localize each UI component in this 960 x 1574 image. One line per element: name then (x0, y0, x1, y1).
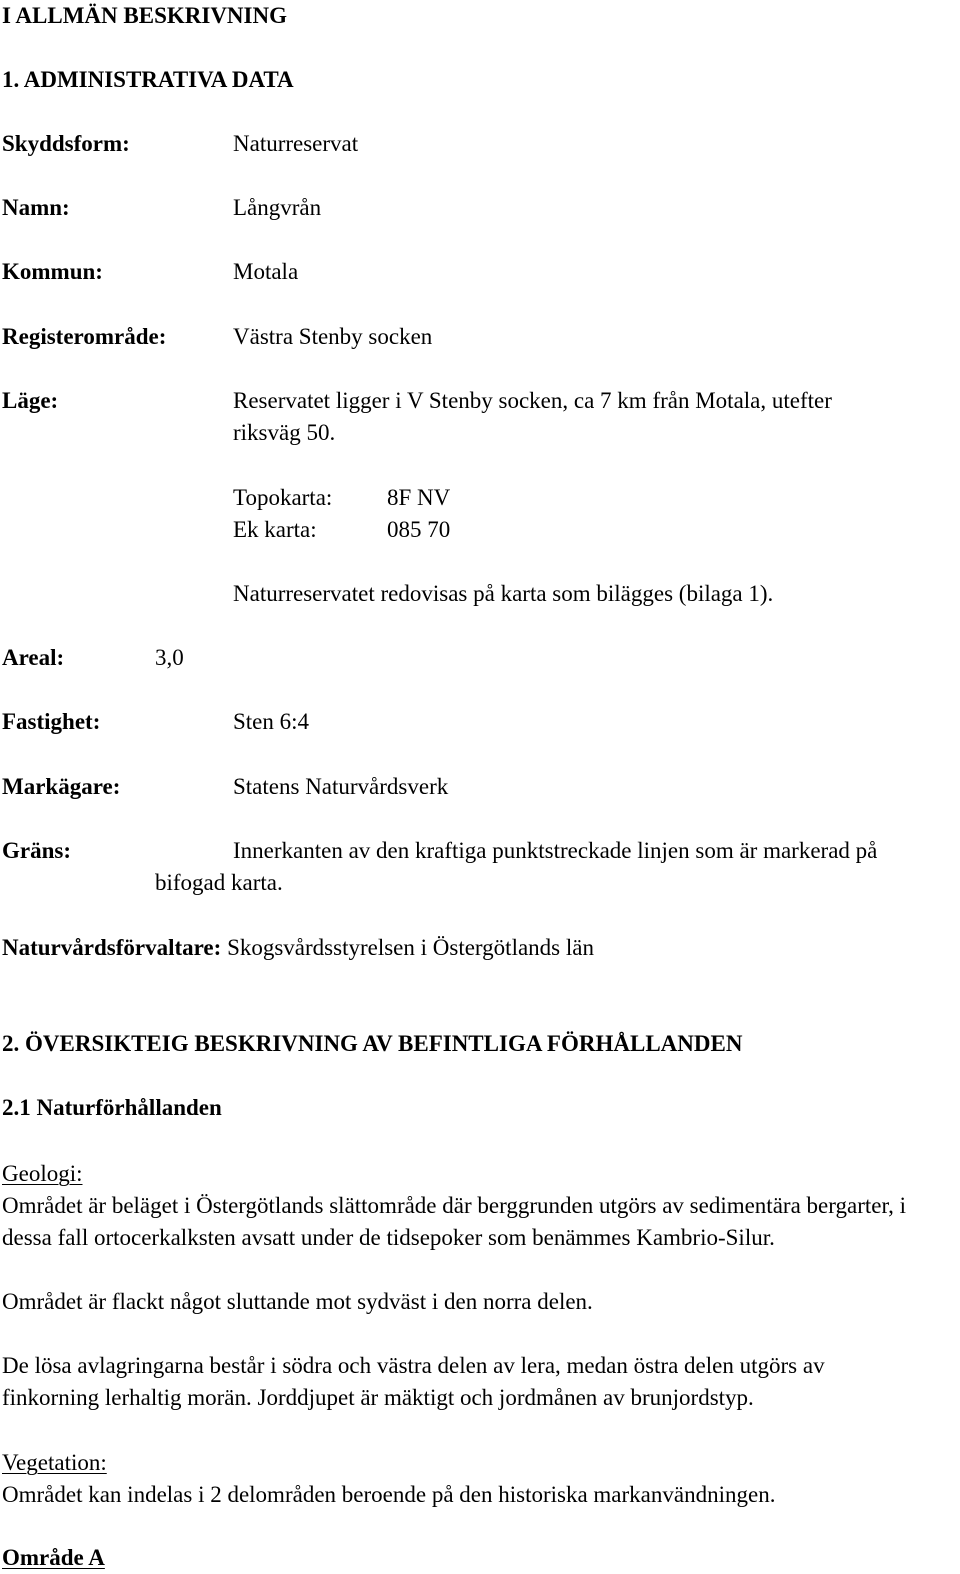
markagare-value: Statens Naturvårdsverk (233, 774, 449, 799)
areal-value: 3,0 (155, 645, 184, 670)
geologi-p2: Området är flackt något sluttande mot sydväst i den norra delen. (2, 1289, 593, 1314)
geologi-p3-line-2: finkorning lerhaltig morän. Jorddjupet är mäktigt och jordmånen av brunjordstyp. (2, 1385, 754, 1410)
skyddsform-label: Skyddsform: (2, 131, 130, 156)
geologi-p1-line-2: dessa fall ortocerkalksten avsatt under de tidsepoker som benämmes Kambrio-Silur. (2, 1225, 775, 1250)
kommun-label: Kommun: (2, 259, 103, 284)
lage-label: Läge: (2, 388, 59, 413)
geologi-heading: Geologi: (2, 1161, 83, 1186)
grans-line-2: bifogad karta. (155, 870, 283, 895)
lage-line-1: Reservatet ligger i V Stenby socken, ca 7 km från Motala, utefter (233, 388, 832, 413)
ekkarta-label: Ek karta: (233, 517, 317, 542)
vegetation-p1: Området kan indelas i 2 delområden beroende på den historiska markanvändningen. (2, 1482, 776, 1507)
namn-label: Namn: (2, 195, 70, 220)
omrade-a-heading: Område A (2, 1545, 105, 1570)
forvaltare-value: Skogsvårdsstyrelsen i Östergötlands län (227, 935, 594, 960)
namn-value: Långvrån (233, 195, 322, 220)
grans-label: Gräns: (2, 838, 71, 863)
registeromrade-value: Västra Stenby socken (233, 324, 433, 349)
main-heading: I ALLMÄN BESKRIVNING (2, 3, 287, 28)
fastighet-label: Fastighet: (2, 709, 101, 734)
topokarta-value: 8F NV (387, 485, 451, 510)
forvaltare-row (2, 932, 594, 964)
section-1-title: 1. ADMINISTRATIVA DATA (2, 67, 294, 92)
areal-label: Areal: (2, 645, 65, 670)
lage-line-2: riksväg 50. (233, 420, 336, 445)
markagare-label: Markägare: (2, 774, 121, 799)
vegetation-heading: Vegetation: (2, 1450, 107, 1475)
forvaltare-label: Naturvårdsförvaltare: (2, 935, 222, 960)
topokarta-label: Topokarta: (233, 485, 333, 510)
section-2-1-title: 2.1 Naturförhållanden (2, 1095, 222, 1120)
section-2-title: 2. ÖVERSIKTEIG BESKRIVNING AV BEFINTLIGA FÖRHÅLLANDEN (2, 1031, 743, 1056)
registeromrade-label: Registerområde: (2, 324, 167, 349)
grans-line-1: Innerkanten av den kraftiga punktstreckade linjen som är markerad på (233, 838, 878, 863)
geologi-p3-line-1: De lösa avlagringarna består i södra och västra delen av lera, medan östra delen utgörs av (2, 1353, 825, 1378)
fastighet-value: Sten 6:4 (233, 709, 310, 734)
kommun-value: Motala (233, 259, 299, 284)
geologi-p1-line-1: Området är beläget i Östergötlands slättområde där berggrunden utgörs av sedimentära bergarter, i (2, 1193, 907, 1218)
map-note: Naturreservatet redovisas på karta som bilägges (bilaga 1). (233, 581, 774, 606)
skyddsform-value: Naturreservat (233, 131, 359, 156)
ekkarta-value: 085 70 (387, 517, 451, 542)
